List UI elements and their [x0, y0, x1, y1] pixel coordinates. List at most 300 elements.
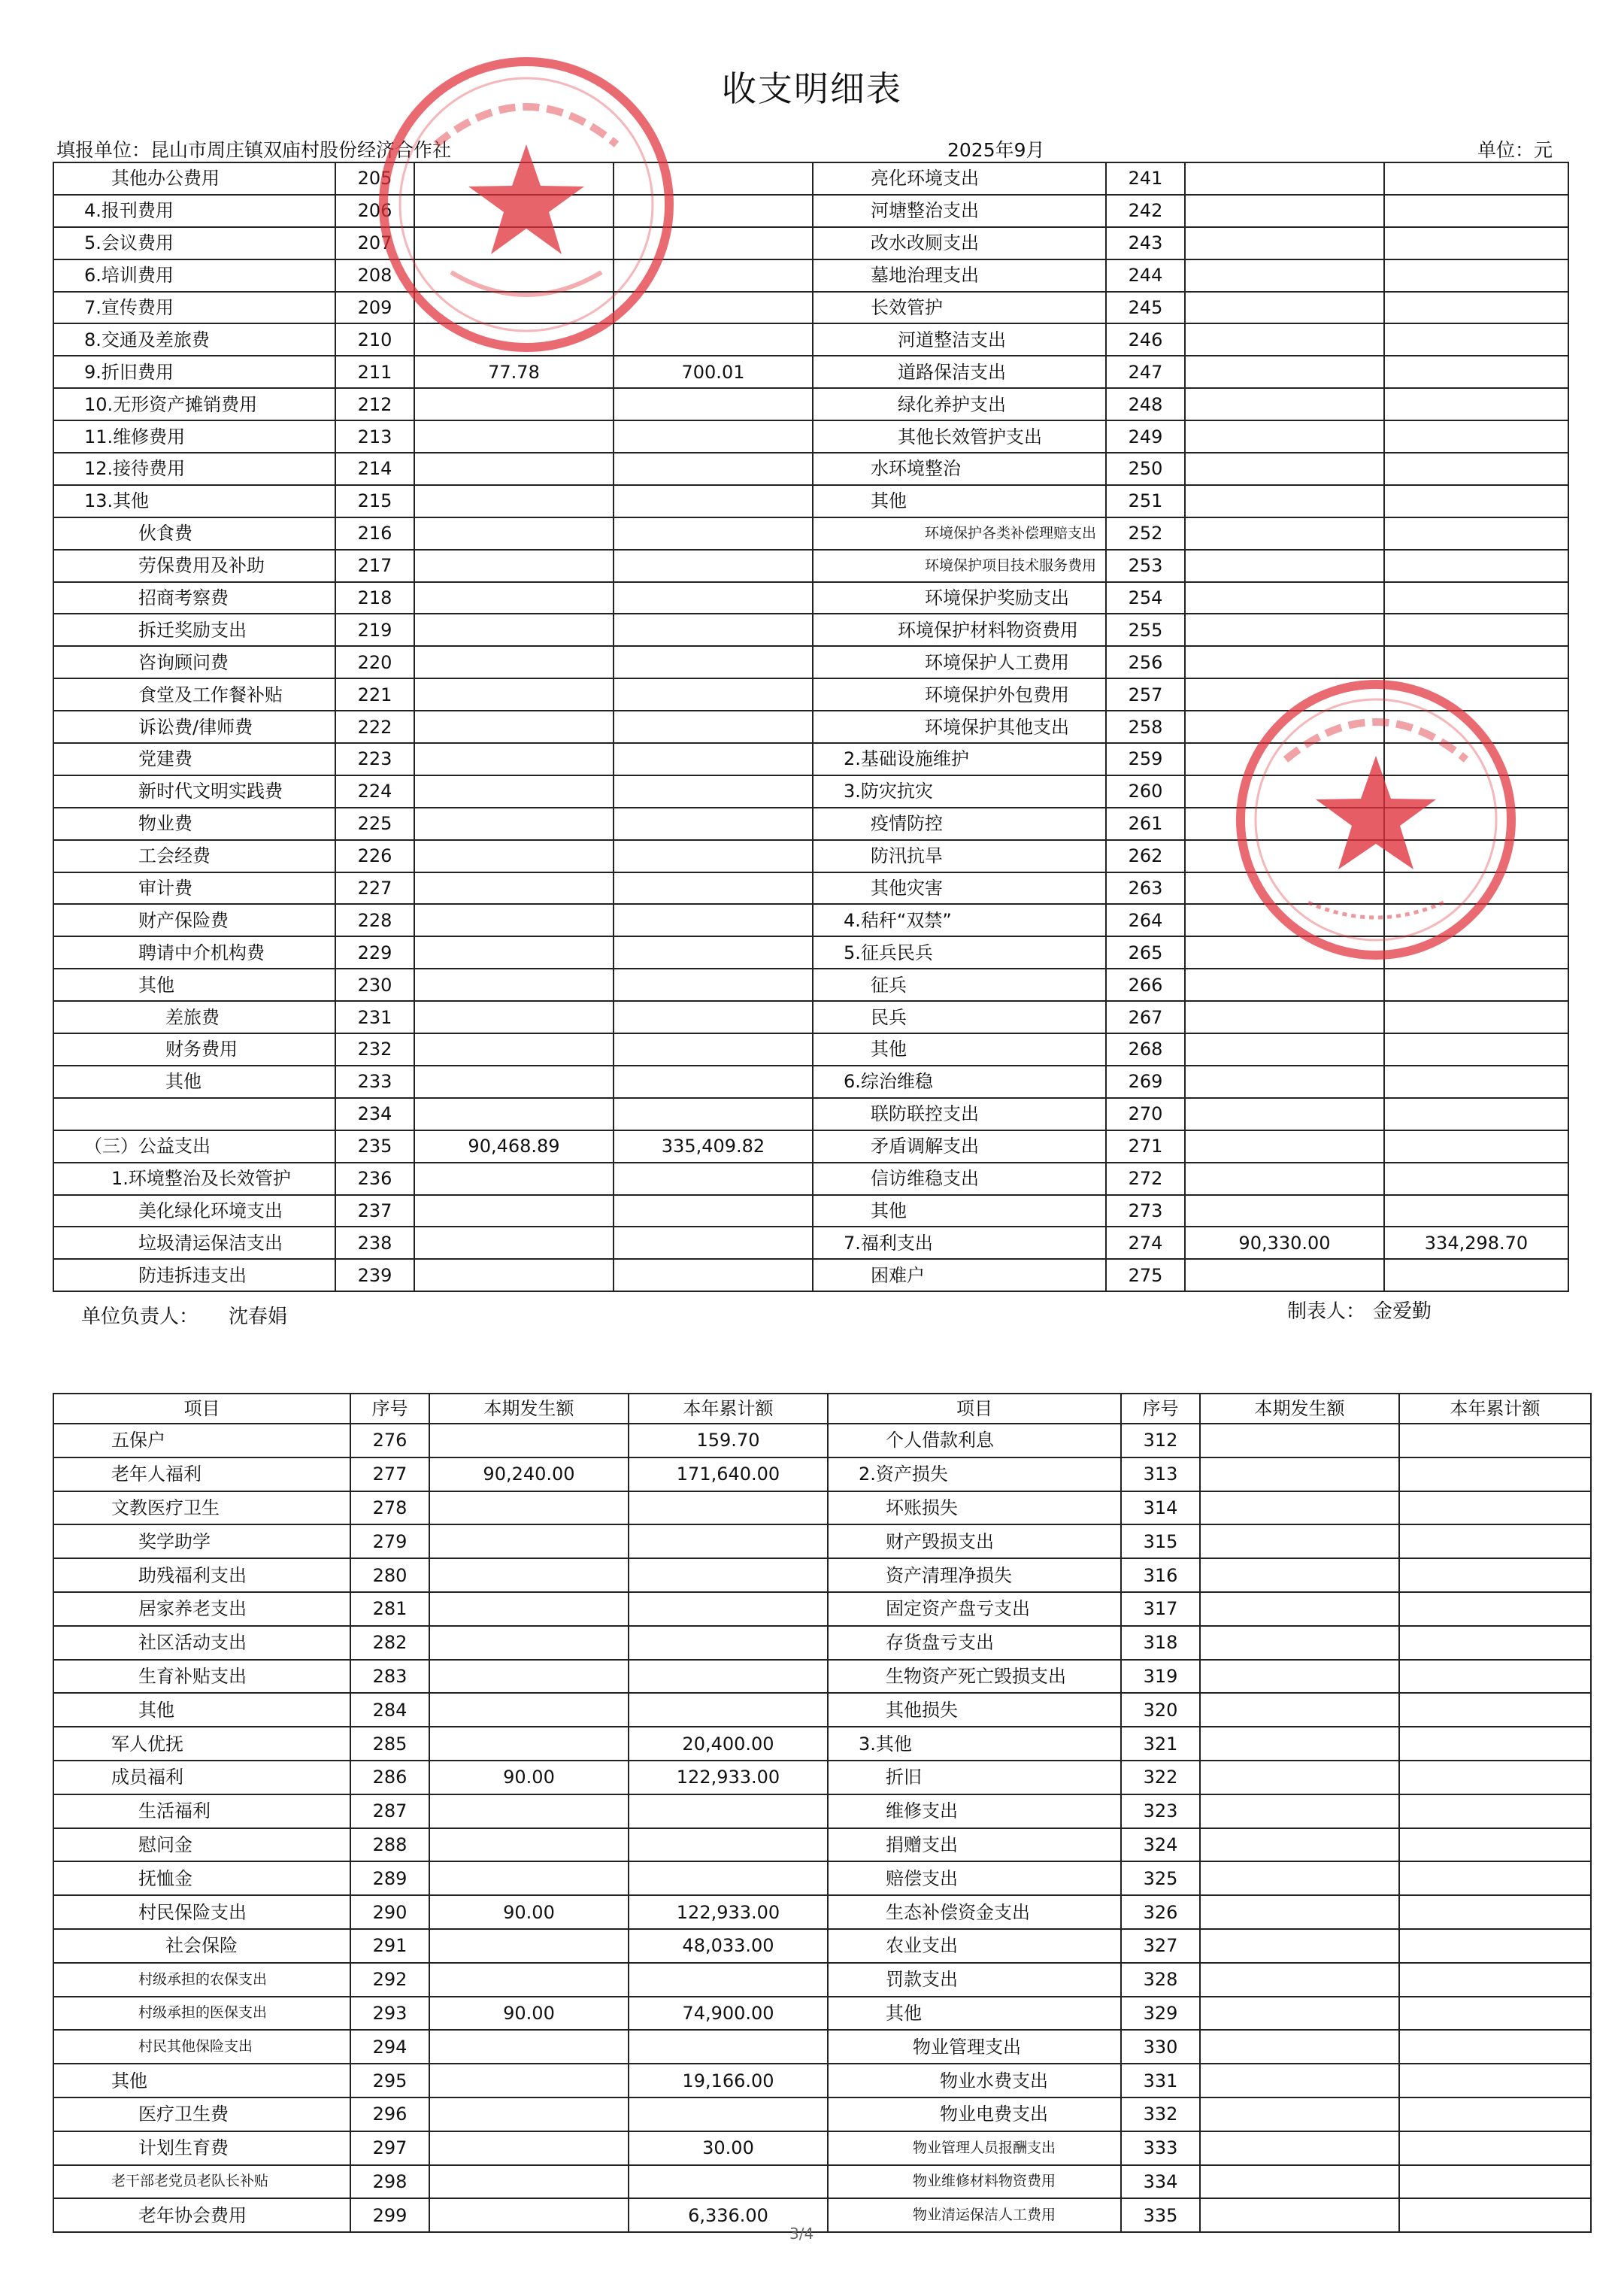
no-cell: 221 [335, 678, 414, 711]
item-cell-2: 物业水费支出 [828, 2064, 1121, 2097]
ytd-cell-2 [1399, 1491, 1591, 1525]
no-cell: 283 [350, 1660, 429, 1694]
item-cell: 生育补贴支出 [53, 1660, 350, 1694]
no-cell-2: 313 [1121, 1457, 1200, 1491]
no-cell: 216 [335, 517, 414, 550]
no-cell: 210 [335, 323, 414, 356]
current-cell-2 [1200, 1457, 1399, 1491]
table-row [53, 162, 1568, 195]
current-cell [429, 2131, 629, 2165]
item-cell: 其他 [53, 1066, 335, 1098]
item-cell-2: 信访维稳支出 [813, 1163, 1106, 1195]
item-cell: 村级承担的农保支出 [53, 1963, 350, 1997]
no-cell-2: 321 [1121, 1727, 1200, 1761]
item-cell-2: 河道整洁支出 [813, 323, 1106, 356]
table-row [53, 2097, 1591, 2131]
ytd-cell [629, 1660, 828, 1694]
table-row [53, 1963, 1591, 1997]
current-cell: 90,468.89 [414, 1130, 614, 1163]
table-row [53, 227, 1568, 259]
item-cell-2: 其他 [813, 485, 1106, 517]
no-cell-2: 332 [1121, 2097, 1200, 2131]
no-cell: 226 [335, 840, 414, 872]
no-cell: 284 [350, 1693, 429, 1727]
current-cell-2 [1185, 517, 1384, 550]
no-cell-2: 330 [1121, 2030, 1200, 2064]
no-cell-2: 268 [1106, 1033, 1185, 1066]
no-cell-2: 269 [1106, 1066, 1185, 1098]
no-cell: 207 [335, 227, 414, 259]
ytd-cell: 122,933.00 [629, 1895, 828, 1929]
item-cell-2: 征兵 [813, 969, 1106, 1001]
no-cell-2: 272 [1106, 1163, 1185, 1195]
current-cell [429, 2198, 629, 2232]
current-cell-2 [1200, 1828, 1399, 1862]
no-cell: 228 [335, 904, 414, 936]
header-ytd: 本年累计额 [629, 1394, 828, 1424]
table-row [53, 1693, 1591, 1727]
ytd-cell-2 [1399, 1524, 1591, 1558]
no-cell-2: 315 [1121, 1524, 1200, 1558]
no-cell-2: 274 [1106, 1227, 1185, 1259]
item-cell [53, 1098, 335, 1130]
item-cell-2: 2.基础设施维护 [813, 743, 1106, 775]
item-cell-2: 坏账损失 [828, 1491, 1121, 1525]
item-cell-2: 防汛抗旱 [813, 840, 1106, 872]
item-cell: 老年协会费用 [53, 2198, 350, 2232]
current-cell-2 [1200, 1761, 1399, 1794]
table-row [53, 582, 1568, 614]
ytd-cell-2 [1399, 1626, 1591, 1660]
item-cell: 8.交通及差旅费 [53, 323, 335, 356]
item-cell-2: 3.防灾抗灾 [813, 775, 1106, 808]
ytd-cell-2 [1384, 323, 1568, 356]
item-cell: 招商考察费 [53, 582, 335, 614]
table-row [53, 1130, 1568, 1163]
no-cell: 289 [350, 1861, 429, 1895]
ytd-cell [614, 808, 813, 840]
current-cell-2 [1200, 1693, 1399, 1727]
ytd-cell [629, 1558, 828, 1592]
current-cell [414, 678, 614, 711]
table-row [53, 1592, 1591, 1626]
ytd-cell-2 [1384, 1098, 1568, 1130]
current-cell-2 [1200, 1592, 1399, 1626]
current-cell-2 [1200, 2131, 1399, 2165]
ytd-cell [629, 2030, 828, 2064]
item-cell: 文教医疗卫生 [53, 1491, 350, 1525]
item-cell-2: 维修支出 [828, 1794, 1121, 1828]
no-cell: 285 [350, 1727, 429, 1761]
item-cell: 13.其他 [53, 485, 335, 517]
item-cell: 7.宣传费用 [53, 292, 335, 324]
item-cell: 老干部老党员老队长补贴 [53, 2165, 350, 2199]
item-cell: 其他 [53, 2064, 350, 2097]
item-cell: 助残福利支出 [53, 1558, 350, 1592]
table-row [53, 1794, 1591, 1828]
no-cell-2: 316 [1121, 1558, 1200, 1592]
current-cell [429, 2097, 629, 2131]
table-row [53, 1098, 1568, 1130]
ytd-cell [629, 1626, 828, 1660]
ytd-cell [614, 840, 813, 872]
ytd-cell [614, 582, 813, 614]
no-cell: 208 [335, 259, 414, 292]
current-cell-2 [1185, 162, 1384, 195]
village-committee-seal-stamp [1226, 669, 1526, 970]
report-period: 2025年9月 [947, 139, 1045, 161]
no-cell: 282 [350, 1626, 429, 1660]
no-cell-2: 318 [1121, 1626, 1200, 1660]
reporting-unit-label: 填报单位： [56, 139, 151, 161]
header-no-2: 序号 [1121, 1394, 1200, 1424]
table-row [53, 2165, 1591, 2199]
no-cell-2: 264 [1106, 904, 1185, 936]
ytd-cell-2 [1399, 1997, 1591, 2031]
ytd-cell-2 [1399, 1558, 1591, 1592]
no-cell: 290 [350, 1895, 429, 1929]
ytd-cell [629, 2097, 828, 2131]
no-cell-2: 329 [1121, 1997, 1200, 2031]
no-cell: 276 [350, 1424, 429, 1457]
no-cell-2: 242 [1106, 195, 1185, 227]
ytd-cell-2 [1384, 485, 1568, 517]
no-cell: 291 [350, 1929, 429, 1963]
no-cell: 286 [350, 1761, 429, 1794]
no-cell: 279 [350, 1524, 429, 1558]
no-cell-2: 324 [1121, 1828, 1200, 1862]
no-cell-2: 241 [1106, 162, 1185, 195]
ytd-cell: 335,409.82 [614, 1130, 813, 1163]
table-row [53, 1929, 1591, 1963]
item-cell: 医疗卫生费 [53, 2097, 350, 2131]
table-row [53, 420, 1568, 453]
current-cell: 90.00 [429, 1761, 629, 1794]
ytd-cell [629, 1861, 828, 1895]
no-cell: 224 [335, 775, 414, 808]
current-cell-2 [1200, 1997, 1399, 2031]
current-cell [429, 1929, 629, 1963]
item-cell: 工会经费 [53, 840, 335, 872]
item-cell: 劳保费用及补助 [53, 550, 335, 582]
item-cell-2: 环境保护项目技术服务费用 [813, 550, 1106, 582]
item-cell-2: 4.秸秆“双禁” [813, 904, 1106, 936]
item-cell: 新时代文明实践费 [53, 775, 335, 808]
item-cell: 老年人福利 [53, 1457, 350, 1491]
reporting-unit-name: 昆山市周庄镇双庙村股份经济合作社 [150, 139, 452, 161]
item-cell: 诉讼费/律师费 [53, 711, 335, 743]
ytd-cell [629, 2165, 828, 2199]
cooperative-seal-stamp [368, 47, 684, 362]
no-cell-2: 260 [1106, 775, 1185, 808]
item-cell: 食堂及工作餐补贴 [53, 678, 335, 711]
item-cell-2: 物业管理支出 [828, 2030, 1121, 2064]
ytd-cell-2 [1384, 1259, 1568, 1291]
ytd-cell-2 [1384, 356, 1568, 388]
current-cell [429, 1424, 629, 1457]
no-cell-2: 250 [1106, 453, 1185, 485]
no-cell-2: 320 [1121, 1693, 1200, 1727]
no-cell: 293 [350, 1997, 429, 2031]
item-cell: 12.接待费用 [53, 453, 335, 485]
item-cell-2: 存货盘亏支出 [828, 1626, 1121, 1660]
table-row [53, 292, 1568, 324]
no-cell-2: 333 [1121, 2131, 1200, 2165]
header-current: 本期发生额 [429, 1394, 629, 1424]
no-cell: 227 [335, 872, 414, 905]
currency-unit: 单位：元 [1477, 139, 1553, 161]
ytd-cell-2 [1399, 2064, 1591, 2097]
no-cell: 220 [335, 646, 414, 678]
current-cell [429, 1660, 629, 1694]
ytd-cell-2 [1399, 1727, 1591, 1761]
item-cell-2: 物业管理人员报酬支出 [828, 2131, 1121, 2165]
item-cell: 居家养老支出 [53, 1592, 350, 1626]
current-cell [414, 1163, 614, 1195]
current-cell-2 [1200, 1626, 1399, 1660]
no-cell-2: 326 [1121, 1895, 1200, 1929]
table-row [53, 1491, 1591, 1525]
ytd-cell-2 [1384, 1033, 1568, 1066]
ytd-cell: 19,166.00 [629, 2064, 828, 2097]
no-cell-2: 255 [1106, 614, 1185, 646]
ytd-cell [629, 1963, 828, 1997]
item-cell: 伙食费 [53, 517, 335, 550]
current-cell-2 [1185, 969, 1384, 1001]
current-cell [429, 2030, 629, 2064]
ytd-cell [614, 678, 813, 711]
table-row [53, 614, 1568, 646]
ytd-cell [614, 775, 813, 808]
no-cell: 236 [335, 1163, 414, 1195]
item-cell-2: 财产毁损支出 [828, 1524, 1121, 1558]
item-cell: 垃圾清运保洁支出 [53, 1227, 335, 1259]
current-cell-2 [1185, 1033, 1384, 1066]
current-cell-2 [1200, 1524, 1399, 1558]
ytd-cell-2 [1399, 1457, 1591, 1491]
current-cell [414, 550, 614, 582]
ytd-cell-2 [1384, 517, 1568, 550]
current-cell [414, 614, 614, 646]
no-cell-2: 322 [1121, 1761, 1200, 1794]
no-cell: 213 [335, 420, 414, 453]
item-cell-2: 赔偿支出 [828, 1861, 1121, 1895]
item-cell: 财务费用 [53, 1033, 335, 1066]
item-cell: 生活福利 [53, 1794, 350, 1828]
item-cell-2: 物业电费支出 [828, 2097, 1121, 2131]
item-cell-2: 2.资产损失 [828, 1457, 1121, 1491]
current-cell [414, 904, 614, 936]
no-cell: 217 [335, 550, 414, 582]
ytd-cell [614, 1195, 813, 1227]
header-item-2: 项目 [828, 1394, 1121, 1424]
item-cell-2: 生物资产死亡毁损支出 [828, 1660, 1121, 1694]
ytd-cell-2 [1384, 292, 1568, 324]
ytd-cell-2 [1399, 1895, 1591, 1929]
table-row [53, 1727, 1591, 1761]
no-cell: 232 [335, 1033, 414, 1066]
table-row [53, 323, 1568, 356]
detail-table-2 [53, 1393, 1592, 2233]
page-number: 3/4 [789, 2225, 814, 2243]
item-cell: 其他 [53, 1693, 350, 1727]
current-cell-2 [1200, 1424, 1399, 1457]
no-cell: 239 [335, 1259, 414, 1291]
no-cell-2: 256 [1106, 646, 1185, 678]
item-cell-2: 捐赠支出 [828, 1828, 1121, 1862]
table-row [53, 2198, 1591, 2232]
current-cell-2 [1185, 582, 1384, 614]
current-cell-2 [1200, 1861, 1399, 1895]
ytd-cell [629, 1491, 828, 1525]
ytd-cell-2 [1384, 1066, 1568, 1098]
current-cell-2 [1185, 550, 1384, 582]
current-cell: 90.00 [429, 1997, 629, 2031]
ytd-cell [614, 388, 813, 420]
item-cell-2: 民兵 [813, 1001, 1106, 1033]
item-cell-2: 改水改厕支出 [813, 227, 1106, 259]
item-cell: 村级承担的医保支出 [53, 1997, 350, 2031]
no-cell-2: 275 [1106, 1259, 1185, 1291]
ytd-cell-2 [1399, 1660, 1591, 1694]
item-cell: 防违拆违支出 [53, 1259, 335, 1291]
ytd-cell: 700.01 [614, 356, 813, 388]
no-cell: 209 [335, 292, 414, 324]
ytd-cell-2 [1384, 582, 1568, 614]
no-cell: 218 [335, 582, 414, 614]
current-cell [429, 1626, 629, 1660]
current-cell [429, 1828, 629, 1862]
table-maker-name: 金爱勤 [1373, 1300, 1432, 1323]
table-row [53, 1227, 1568, 1259]
current-cell [414, 1033, 614, 1066]
no-cell-2: 244 [1106, 259, 1185, 292]
no-cell-2: 261 [1106, 808, 1185, 840]
no-cell-2: 328 [1121, 1963, 1200, 1997]
item-cell: 成员福利 [53, 1761, 350, 1794]
current-cell-2 [1200, 1929, 1399, 1963]
current-cell-2: 90,330.00 [1185, 1227, 1384, 1259]
unit-head-label: 单位负责人： [81, 1306, 199, 1328]
current-cell-2 [1200, 1660, 1399, 1694]
item-cell-2: 亮化环境支出 [813, 162, 1106, 195]
ytd-cell-2 [1399, 1794, 1591, 1828]
ytd-cell-2 [1399, 1592, 1591, 1626]
item-cell: 10.无形资产摊销费用 [53, 388, 335, 420]
ytd-cell-2 [1399, 1693, 1591, 1727]
table-row [53, 1524, 1591, 1558]
item-cell: 财产保险费 [53, 904, 335, 936]
item-cell-2: 资产清理净损失 [828, 1558, 1121, 1592]
current-cell-2 [1200, 2097, 1399, 2131]
no-cell-2: 243 [1106, 227, 1185, 259]
item-cell: 审计费 [53, 872, 335, 905]
current-cell-2 [1185, 195, 1384, 227]
no-cell-2: 258 [1106, 711, 1185, 743]
table-row [53, 1001, 1568, 1033]
item-cell: 物业费 [53, 808, 335, 840]
ytd-cell-2 [1384, 162, 1568, 195]
item-cell-2: 折旧 [828, 1761, 1121, 1794]
current-cell-2 [1185, 1098, 1384, 1130]
table-row [53, 1066, 1568, 1098]
ytd-cell: 6,336.00 [629, 2198, 828, 2232]
current-cell [429, 1727, 629, 1761]
current-cell [429, 1592, 629, 1626]
no-cell-2: 245 [1106, 292, 1185, 324]
item-cell-2: 墓地治理支出 [813, 259, 1106, 292]
header-item: 项目 [53, 1394, 350, 1424]
item-cell-2: 矛盾调解支出 [813, 1130, 1106, 1163]
item-cell: 差旅费 [53, 1001, 335, 1033]
current-cell-2 [1185, 292, 1384, 324]
table-row [53, 1424, 1591, 1457]
item-cell: 奖学助学 [53, 1524, 350, 1558]
table-maker-label: 制表人： [1287, 1300, 1366, 1323]
current-cell [414, 582, 614, 614]
header-no: 序号 [350, 1394, 429, 1424]
item-cell: 村民其他保险支出 [53, 2030, 350, 2064]
ytd-cell: 20,400.00 [629, 1727, 828, 1761]
item-cell-2: 河塘整治支出 [813, 195, 1106, 227]
table-row [53, 517, 1568, 550]
no-cell-2: 246 [1106, 323, 1185, 356]
no-cell: 238 [335, 1227, 414, 1259]
ytd-cell [614, 550, 813, 582]
current-cell-2 [1185, 1195, 1384, 1227]
no-cell: 233 [335, 1066, 414, 1098]
item-cell-2: 环境保护其他支出 [813, 711, 1106, 743]
current-cell-2 [1200, 1963, 1399, 1997]
current-cell-2 [1185, 227, 1384, 259]
no-cell-2: 266 [1106, 969, 1185, 1001]
item-cell-2: 绿化养护支出 [813, 388, 1106, 420]
no-cell: 237 [335, 1195, 414, 1227]
current-cell-2 [1200, 2165, 1399, 2199]
ytd-cell-2 [1384, 259, 1568, 292]
current-cell [414, 485, 614, 517]
no-cell: 281 [350, 1592, 429, 1626]
item-cell: 其他 [53, 969, 335, 1001]
item-cell: 拆迁奖励支出 [53, 614, 335, 646]
current-cell [414, 711, 614, 743]
current-cell [414, 743, 614, 775]
ytd-cell [614, 743, 813, 775]
current-cell-2 [1200, 1727, 1399, 1761]
current-cell-2 [1185, 356, 1384, 388]
ytd-cell [614, 711, 813, 743]
item-cell: 咨询顾问费 [53, 646, 335, 678]
current-cell-2 [1200, 2198, 1399, 2232]
table-row [53, 1163, 1568, 1195]
table-row [53, 1861, 1591, 1895]
ytd-cell [614, 420, 813, 453]
current-cell-2 [1185, 323, 1384, 356]
item-cell-2: 困难户 [813, 1259, 1106, 1291]
ytd-cell-2 [1399, 2198, 1591, 2232]
header-ytd-2: 本年累计额 [1399, 1394, 1591, 1424]
table-row [53, 1828, 1591, 1862]
item-cell-2: 6.综治维稳 [813, 1066, 1106, 1098]
unit-head-name: 沈春娟 [229, 1306, 288, 1328]
current-cell [429, 1558, 629, 1592]
no-cell-2: 319 [1121, 1660, 1200, 1694]
item-cell: 五保户 [53, 1424, 350, 1457]
item-cell: 军人优抚 [53, 1727, 350, 1761]
no-cell: 298 [350, 2165, 429, 2199]
no-cell-2: 259 [1106, 743, 1185, 775]
ytd-cell-2 [1399, 1761, 1591, 1794]
